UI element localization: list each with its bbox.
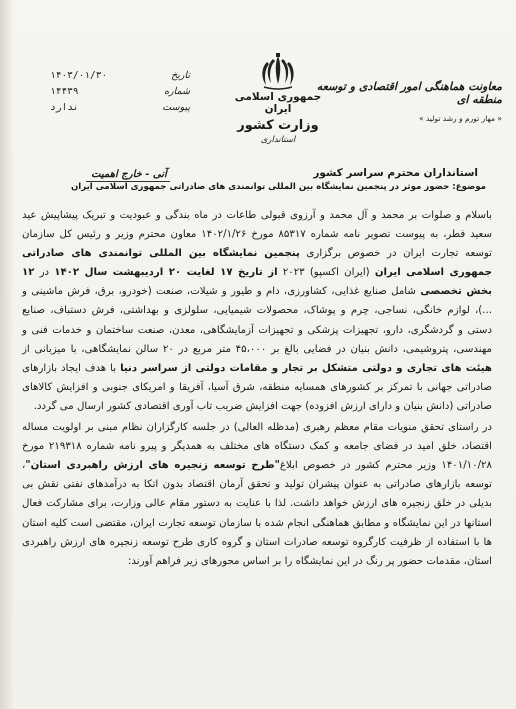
meta-number-value: ۱۴۴۳۹	[50, 86, 79, 97]
meta-attachment-value: ندارد	[50, 102, 79, 113]
letter-body	[22, 206, 492, 571]
department-title: معاونت هماهنگی امور اقتصادی و توسعه منطقه ای	[316, 80, 502, 106]
meta-attachment-label: پیوست	[162, 102, 190, 113]
meta-attachment-row	[50, 100, 190, 116]
republic-name: جمهوری اسلامی ایران	[234, 91, 322, 115]
office-name: استانداری	[260, 135, 296, 145]
p1-bold-1: پنجمین نمایشگاه بین المللی توانمندی های صادراتی جمهوری اسلامی ایران	[22, 248, 492, 279]
department-slogan: « مهار تورم و رشد تولید »	[418, 114, 502, 123]
body-paragraph-1	[22, 206, 492, 416]
p1-bold-2: از تاریخ ۱۷ لغایت ۲۰ اردیبهشت سال ۱۴۰۲	[54, 267, 278, 279]
p1-text-5: با هدف ایجاد بازارهای صادراتی جهانی با تمرکز بر کشورهای همسایه منطقه، شرق آسیا، آفریقا و امریکای جنوبی و افزایش کالاهای صادراتی (دانش بنیان و دارای ارزش افزوده) جهت افزایش ضریب تاب آوری اقتصادی کشور ارسال می گردد.	[22, 362, 492, 412]
p1-text-3: در	[34, 267, 55, 279]
p1-text-4: شامل صنایع غذایی، کشاورزی، دام و طیور و شیلات، صنعت (خودرو، برق، فرش ماشینی و ...)، لوازم خانگی، نساجی، چرم و پوشاک، محصولات شیمیایی، سلولزی و بهداشتی، فرش دستباف، صنایع دستی و گردشگری، دارو، تجهیزات پزشکی و تجهیزات آزمایشگاهی، معدن، صنعت ساختمان و خدمات فنی و مهندسی، پتروشیمی، دانش بنیان در فضایی بالغ بر ۴۵،۰۰۰ متر مربع در ۲۰ سالن نمایشگاهی، با میزبانی از	[22, 286, 492, 355]
p2-bold-1: "طرح توسعه زنجیره های ارزش راهبردی استان"	[25, 460, 280, 472]
p2-text-2: ، توسعه بازارهای صادراتی به عنوان پیشران تولید و تحقق آرمان اقتصاد بدون اتکا به درآمدهای نفتی نقش بی بدیلی در خلق زنجیره های ارزش خواهد داشت. لذا با عنایت به دستور مقام عالی وزارت، برای مشارکت فعال استانها در این نمایشگاه و مطابق هماهنگی انجام شده با سازمان توسعه تجارت ایران، مقتضی است کلیه استان ها با استفاده از ظرفیت کارگروه توسعه صادرات استان و گروه کاری طرح توسعه زنجیره های ارزش راهبردی استان، مقدمات حضور پر رنگ در این نمایشگاه را بر اساس محورهای زیر فراهم آورند:	[22, 460, 492, 567]
department-heading	[292, 80, 502, 123]
ministry-name: وزارت کشور	[237, 118, 319, 133]
subject-line: موضوع: حضور موثر در پنجمین نمایشگاه بین المللی توانمندی های صادراتی جمهوری اسلامی ایران	[70, 182, 486, 192]
letter-metadata	[50, 68, 190, 116]
p1-bold-4: هیئت های تجاری و دولتی متشکل بر تجار و مقامات دولتی از سراسر دنیا	[120, 362, 492, 374]
meta-number-row	[50, 84, 190, 100]
p1-text-2: (ایران اکسپو) ۲۰۲۳	[277, 267, 375, 279]
scan-edge-shadow	[0, 0, 14, 709]
addressee: استانداران محترم سراسر کشور	[313, 167, 478, 179]
p1-bold-3: ۱۲ بخش تخصصی	[22, 267, 492, 298]
meta-date-label: تاریخ	[171, 70, 190, 81]
urgency-note: آنی - خارج اهمیت	[91, 169, 167, 180]
p1-text-1: باسلام و صلوات بر محمد و آل محمد و آرزوی قبولی طاعات در ماه بندگی و عبودیت و تبریک پیشاپیش عید سعید فطر، به پیوست تصویر نامه شماره ۸۵۳۱۷ مورخ ۱۴۰۲/۱/۲۶ معاون محترم وزیر و رئیس کل سازمان توسعه تجارت ایران در خصوص برگزاری	[22, 210, 492, 260]
meta-date-value: ۱۴۰۳/۰۱/۳۰	[50, 70, 108, 81]
body-paragraph-2	[22, 418, 492, 571]
p2-text-1: در راستای تحقق منویات مقام معظم رهبری (مدظله العالی) در جلسه کارگزاران نظام مبنی بر اولویت مساله اقتصاد، خلق امید در فضای جامعه و کمک دستگاه های مختلف به همدیگر و پیرو نامه شماره ۲۱۹۳۱۸ مورخ ۱۴۰۱/۱۰/۲۸ وزیر محترم کشور در خصوص ابلاغ	[22, 422, 492, 472]
meta-number-label: شماره	[164, 86, 190, 97]
meta-date-row	[50, 68, 190, 84]
